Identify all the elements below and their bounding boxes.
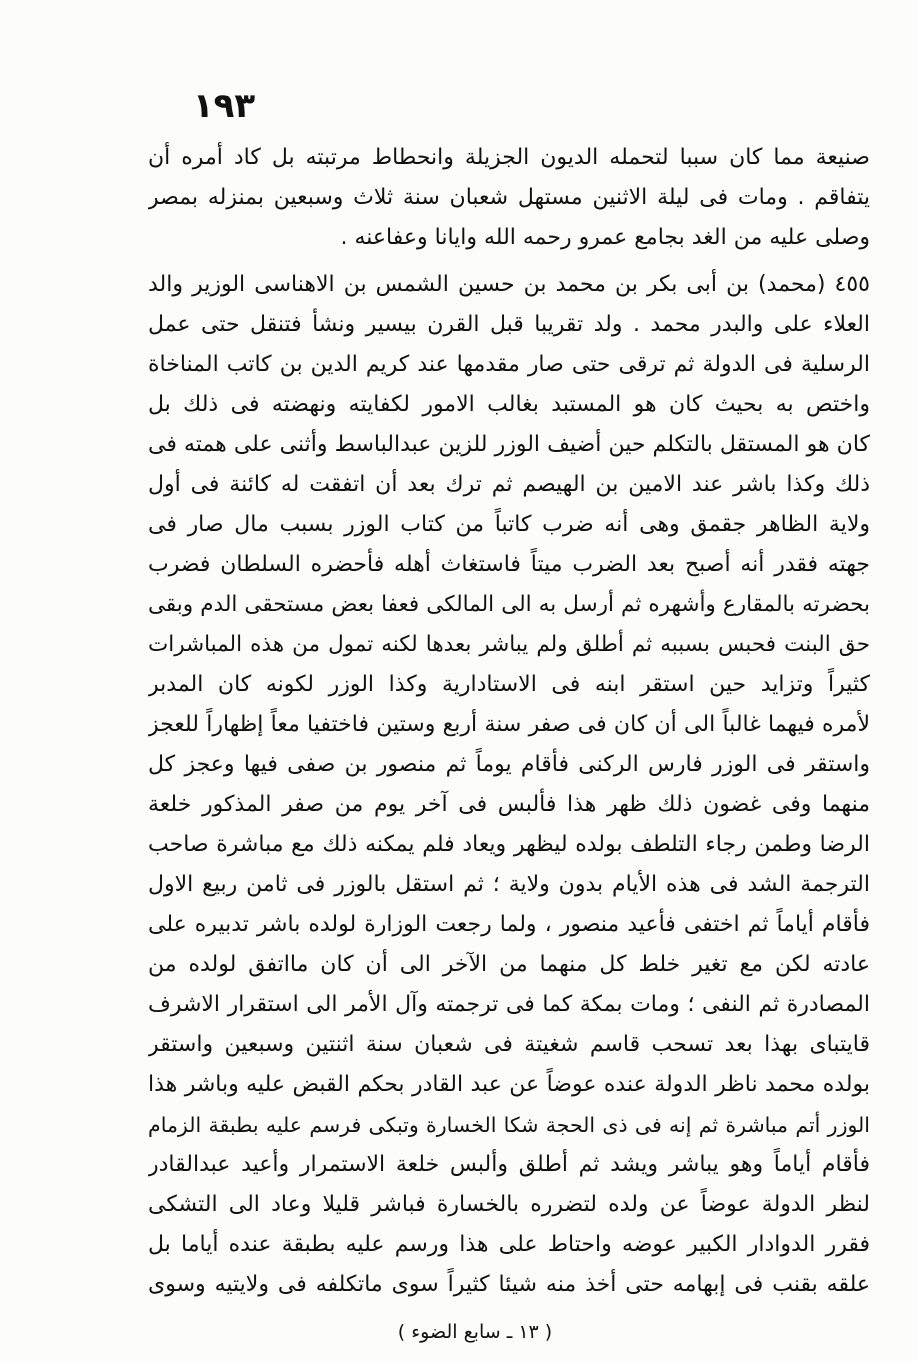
text-line: يتفاقم . ومات فى ليلة الاثنين مستهل شعبان سنة ثلاث وسبعين بمنزله بمصر <box>148 185 870 210</box>
text-line: قايتباى بهذا بعد تسحب قاسم شغيتة فى شعبان سنة اثنتين وسبعين واستقر <box>148 1032 870 1057</box>
page-body <box>148 138 870 1305</box>
entry-455 <box>148 265 870 1305</box>
text-line: بحضرته بالمقارع وأشهره ثم أرسل به الى المالكى فعفا بعض مستحقى الدم وبقى <box>148 592 870 617</box>
text-line: فأقام أياماً ثم اختفى فأعيد منصور ، ولما رجعت الوزارة لولده باشر تدبيره على <box>148 912 870 937</box>
text-line: كان هو المستقل بالتكلم حين أضيف الوزر للزين عبدالباسط وأثنى على همته فى <box>148 432 870 457</box>
text-line: عادته لكن مع تغير خلط كل منهما من الآخر الى أن كان مااتفق لولده من <box>148 952 870 977</box>
page-number: ١٩٣ <box>192 86 256 126</box>
paragraph-continued <box>148 138 870 258</box>
text-line: العلاء على والبدر محمد . ولد تقريبا قبل القرن بيسير ونشأ فتنقل حتى عمل <box>148 312 870 337</box>
text-line: ولاية الظاهر جقمق وهى أنه ضرب كاتباً من كتاب الوزر بسبب مال صار فى <box>148 512 870 537</box>
text-line: الرضا وطمن رجاء التلطف بولده ليظهر ويعاد فلم يمكنه ذلك مع مباشرة صاحب <box>148 832 870 857</box>
text-line: حق البنت فحبس بسببه ثم أطلق ولم يباشر بعدها لكنه تمول من هذه المباشرات <box>148 632 870 657</box>
text-line: المصادرة ثم النفى ؛ ومات بمكة كما فى ترجمته وآل الأمر الى استقرار الاشرف <box>148 992 870 1017</box>
text-line: فأقام أياماً وهو يباشر ويشد ثم أطلق وألبس خلعة الاستمرار وأعيد عبدالقادر <box>148 1152 870 1177</box>
text-line: وصلى عليه من الغد بجامع عمرو رحمه الله وايانا وعفاعنه . <box>340 225 870 250</box>
text-line: ذلك وكذا باشر عند الامين بن الهيصم ثم ترك بعد أن اتفقت له كائنة فى أول <box>148 472 870 497</box>
text-line: علقه بقنب فى إبهامه حتى أخذ منه شيئا كثيراً سوى ماتكلفه فى ولايتيه وسوى <box>148 1272 870 1297</box>
text-line: لنظر الدولة عوضاً عن ولده لتضرره بالخسارة فباشر قليلا وعاد الى التشكى <box>148 1192 870 1217</box>
text-line: لأمره فيهما غالباً الى أن كان فى صفر سنة أربع وستين فاختفيا معاً إظهاراً للعجز <box>148 712 870 737</box>
text-line: فقرر الدوادار الكبير عوضه واحتاط على هذا ورسم عليه بطبقة عنده أياما بل <box>148 1232 870 1257</box>
entry-heading-line: ٤٥٥ (محمد) بن أبى بكر بن محمد بن حسين الشمس بن الاهناسى الوزير والد <box>148 272 870 297</box>
text-line: الرسلية فى الدولة ثم ترقى حتى صار مقدمها عند كريم الدين بن كاتب المناخاة <box>148 352 870 377</box>
text-line: منهما وفى غضون ذلك ظهر هذا فألبس فى آخر يوم من صفر المذكور خلعة <box>148 792 870 817</box>
text-line: جهته فقدر أنه أصبح بعد الضرب ميتاً فاستغاث أهله فأحضره السلطان فضرب <box>148 552 870 577</box>
text-line: واختص به بحيث كان هو المستبد بغالب الامور لكفايته ونهضته فى ذلك بل <box>148 392 870 417</box>
text-line: واستقر فى الوزر فارس الركنى فأقام يوماً ثم منصور بن صفى فيها وعجز كل <box>148 752 870 777</box>
text-line: الوزر أتم مباشرة ثم إنه فى ذى الحجة شكا الخسارة وتبكى فرسم عليه بطبقة الزمام <box>148 1113 870 1137</box>
page-footer: ( ١٣ ـ سابع الضوء ) <box>397 1321 553 1343</box>
text-line: كثيراً وتزايد حين استقر ابنه فى الاستادارية وكذا الوزر لكونه كان المدبر <box>148 672 870 697</box>
text-line: الترجمة الشد فى هذه الأيام بدون ولاية ؛ ثم استقل بالوزر فى ثامن ربيع الاول <box>148 872 870 897</box>
text-line: بولده محمد ناظر الدولة عنده عوضاً عن عبد القادر بحكم القبض عليه وباشر هذا <box>148 1072 870 1097</box>
text-line: صنيعة مما كان سببا لتحمله الديون الجزيلة وانحطاط مرتبته بل كاد أمره أن <box>148 145 870 170</box>
